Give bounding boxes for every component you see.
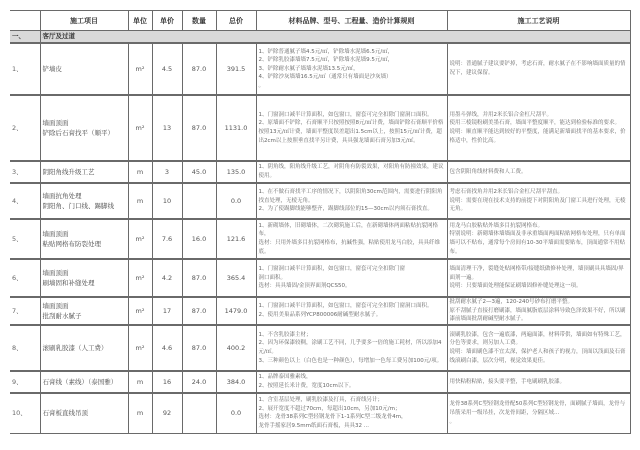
table-row [10, 297, 630, 325]
row-materials: 1、在不做石膏找平工序的情况下，以阴阳角30cm范围内，需要进行阴阳角找直处理，无棱无角。 2、为了使踢脚线能够整齐，踢脚线部位的15—30cm以内须石膏找直。 [256, 183, 447, 219]
row-item-name: 墙面顶面 批刮耐水腻子 [40, 297, 128, 325]
row-total: 391.5 [216, 43, 256, 95]
row-quantity: 87.0 [182, 95, 216, 161]
row-total: 1479.0 [216, 297, 256, 325]
row-quantity: 16.0 [182, 219, 216, 259]
row-unit: m [128, 161, 152, 183]
section-row [10, 31, 630, 44]
row-quantity: 87.0 [182, 297, 216, 325]
row-materials: 1、铲除普通腻子墙4.5元/㎡，铲除墙水泥墙6.5元/㎡， 2、铲除乳胶漆墙墙7.5元/㎡，铲除墙水泥墙9.5元/㎡， 3、铲除耐水腻子墙墙水泥墙13.5元/㎡， 4、铲除沙灰墙墙16.5元/㎡（通常只有墙面是沙灰墙） 。 [256, 43, 447, 95]
row-unit-price: 10 [152, 183, 182, 219]
row-unit: m [128, 393, 152, 433]
table-row [10, 43, 630, 95]
row-total: 384.0 [216, 371, 256, 393]
header-item: 施工项目 [40, 11, 128, 31]
row-index: 5、 [10, 219, 40, 259]
row-notes: 包含阴阳角线材料费和人工费。 [447, 161, 630, 183]
quotation-sheet [10, 10, 630, 434]
row-notes: 用快粘粉粘贴，接头要平整，手电刷刷乳胶漆。 [447, 371, 630, 393]
row-materials: 1、门窗洞口减半计算面积，如包窗口，窗套可完全扣除门窗 洞口面积。 选材：具具墙固/金顶界面剂QCS50。 [256, 259, 447, 297]
table-row [10, 95, 630, 161]
row-unit: m [128, 183, 152, 219]
row-quantity [182, 183, 216, 219]
row-materials: 1、门窗洞口减半计算面积，如包窗口，窗套可完全扣除门窗洞口面积。 2、原墙面不铲除，石膏顺平只按照按照8元/㎡计费，墙面铲除石膏顺平价格按照13元/㎡计费，墙面平整度误差超出1.5cm以上，按照15元/㎡计费，超出2cm以上按照垂直找平另计费，具具强龙墙面石膏另加3元/㎡。 [256, 95, 447, 161]
header-unit-price: 单价 [152, 11, 182, 31]
header-notes: 施工工艺说明 [447, 11, 630, 31]
row-unit-price: 4.5 [152, 43, 182, 95]
header-quantity: 数量 [182, 11, 216, 31]
row-quantity: 24.0 [182, 371, 216, 393]
row-item-name: 阴阳角线升级工艺 [40, 161, 128, 183]
row-index: 9、 [10, 371, 40, 393]
row-total: 0.0 [216, 183, 256, 219]
row-total: 121.6 [216, 219, 256, 259]
row-notes: 墙面清理干净，裂缝处贴网格带/接缝纸做修补处理，墙顶刷具具墙固/界面剂一遍。 说明：只要墙面处理能保证刷墙固修补缝处理这一项。 [447, 259, 630, 297]
table-row [10, 183, 630, 219]
row-total: 365.4 [216, 259, 256, 297]
table-row [10, 259, 630, 297]
row-item-name: 石膏板直线吊顶 [40, 393, 128, 433]
header-index [10, 11, 40, 31]
row-item-name: 墙面顶面 铲除后石膏找平（顺平） [40, 95, 128, 161]
row-unit: m² [128, 325, 152, 371]
row-unit-price: 17 [152, 297, 182, 325]
header-row [10, 11, 630, 31]
row-index: 8、 [10, 325, 40, 371]
table-row [10, 325, 630, 371]
row-index: 10、 [10, 393, 40, 433]
row-unit-price: 92 [152, 393, 182, 433]
row-materials: 1、含室基层处理，刷乳胶漆及打具，石膏线另计； 2、展开宽度不超过70cm，每超出10cm，另加10元/m； 选材：龙骨38系列C型轻钢龙骨下1-1系列C型二级龙骨4m， 龙骨手摇家居9.5mm纸面石膏板，具具32 ... [256, 393, 447, 433]
row-quantity [182, 393, 216, 433]
row-item-name: 墙面顶面 粘贴网格布防裂处理 [40, 219, 128, 259]
row-notes: 龙骨38系列C型轻钢龙骨配50系列C型轻钢龙骨，面刷腻子墙面，龙骨与吊筋采用一级吊挂，次龙骨间距，分隔区域... 。 [447, 393, 630, 433]
row-index: 3、 [10, 161, 40, 183]
row-item-name: 墙面抗角处理 阴阳角、门口线、踢脚线 [40, 183, 128, 219]
row-index: 6、 [10, 259, 40, 297]
row-notes: 用龙马白胶粘贴外墙多目抗裂网格布。 特别说明：新砌墙体墙墙面及非承重墙面两面粘贴网格布处理，只有单面墙可以不贴布，通常每个房间有10-30平墙面需要贴布，顶面通常不用贴布。 [447, 219, 630, 259]
row-index: 1、 [10, 43, 40, 95]
row-materials: 1、新砌墙体，旧砌墙体，二次砌筑施工后，在新砌墙体两面粘贴抗裂网格布， 选材：只用外墙多目抗裂网格布，抗碱性强，粘贴使用龙马白胶，具具纤维底。 [256, 219, 447, 259]
row-notes: 说明：普通腻子建议要铲掉，考虑石膏，耐水腻子在不影响墙面质量的情况下，建议保留。 [447, 43, 630, 95]
row-materials: 1、门窗洞口减半计算面积，如包窗口，窗套可完全扣除门窗洞口面积。 2、使用美巢品系列YCP800006耐碱型耐水腻子。 [256, 297, 447, 325]
table-row [10, 161, 630, 183]
quotation-table [10, 10, 631, 434]
row-item-name: 墙面顶面 刷墙固和补缝处理 [40, 259, 128, 297]
row-total: 135.0 [216, 161, 256, 183]
header-materials: 材料品牌、型号、工程量、造价计算规则 [256, 11, 447, 31]
row-materials: 1、不含乳胶漆主材； 2、因为环保漆较稠，涂刷工艺不同，几乎要多一倍的施工耗材，所以添加4元/㎡。 3、三种颜色以上（白色也是一种颜色），每增加一色每工费另加100元/项。 [256, 325, 447, 371]
row-total: 0.0 [216, 393, 256, 433]
row-unit: m² [128, 43, 152, 95]
row-unit-price: 4.2 [152, 259, 182, 297]
section-index: 一、 [10, 31, 40, 44]
row-unit-price: 13 [152, 95, 182, 161]
row-unit: m [128, 371, 152, 393]
section-title: 客厅及过道 [40, 31, 630, 44]
row-unit-price: 16 [152, 371, 182, 393]
header-unit: 单位 [128, 11, 152, 31]
row-quantity: 45.0 [182, 161, 216, 183]
row-quantity: 87.0 [182, 325, 216, 371]
row-unit-price: 3 [152, 161, 182, 183]
row-item-name: 滚刷乳胶漆（人工费） [40, 325, 128, 371]
row-unit: m² [128, 219, 152, 259]
row-quantity: 87.0 [182, 43, 216, 95]
header-total: 总价 [216, 11, 256, 31]
row-unit: m² [128, 259, 152, 297]
row-materials: 1、阴角线，阳角线升级工艺，对阴角有防裂效果，对阳角有防撞效果，建议使用。 [256, 161, 447, 183]
row-total: 1131.0 [216, 95, 256, 161]
row-index: 7、 [10, 297, 40, 325]
row-total: 400.2 [216, 325, 256, 371]
row-unit-price: 7.6 [152, 219, 182, 259]
row-unit: m² [128, 297, 152, 325]
row-quantity: 87.0 [182, 259, 216, 297]
table-row [10, 219, 630, 259]
row-item-name: 铲墙皮 [40, 43, 128, 95]
row-unit: m² [128, 95, 152, 161]
row-index: 2、 [10, 95, 40, 161]
row-notes: 用墨斗弹线，并用2米长铝合金杠尺刮平。 使用三棱镜粉刷美墨石膏，墙面平整度顺平，能达到检验标准的要求。 说明：顺直顺平能达到较好的平整度，能满足新墙面找平的基本要求，价格适中，性价比高。 [447, 95, 630, 161]
row-notes: 考虑石膏找角并用2米长铝合金杠尺刮平刮直。 说明：需要在现在技术支持的前提下对阴阳角及门窗工具进行处理，无棱无角。 [447, 183, 630, 219]
row-index: 4、 [10, 183, 40, 219]
row-unit-price: 4.6 [152, 325, 182, 371]
row-notes: 滚刷乳胶漆，包含一遍底漆，两遍面漆，材料带供，墙面如有特殊工艺，分色等要求，则另加人工费。 说明：墙面刷色漆不宜太深，保护老人和孩子的视力，顶面以浅面及石膏线滚刷白漆，层次分明，视觉效果更佳。 [447, 325, 630, 371]
table-row [10, 393, 630, 433]
row-item-name: 石膏线（素线）（泰国雅） [40, 371, 128, 393]
row-notes: 批刮耐水腻子2—3遍，120-240号砂布打磨平整。 原不刮腻子直接打磨刷漆，墙面腻脂底层涂料导致色泽效果不好，所以刷漆前墙面批刮耐碱型耐水腻子。 [447, 297, 630, 325]
table-row [10, 371, 630, 393]
row-materials: 1、品牌泰国雅素线， 2、按照延长米计费，宽度10cm以下。 [256, 371, 447, 393]
